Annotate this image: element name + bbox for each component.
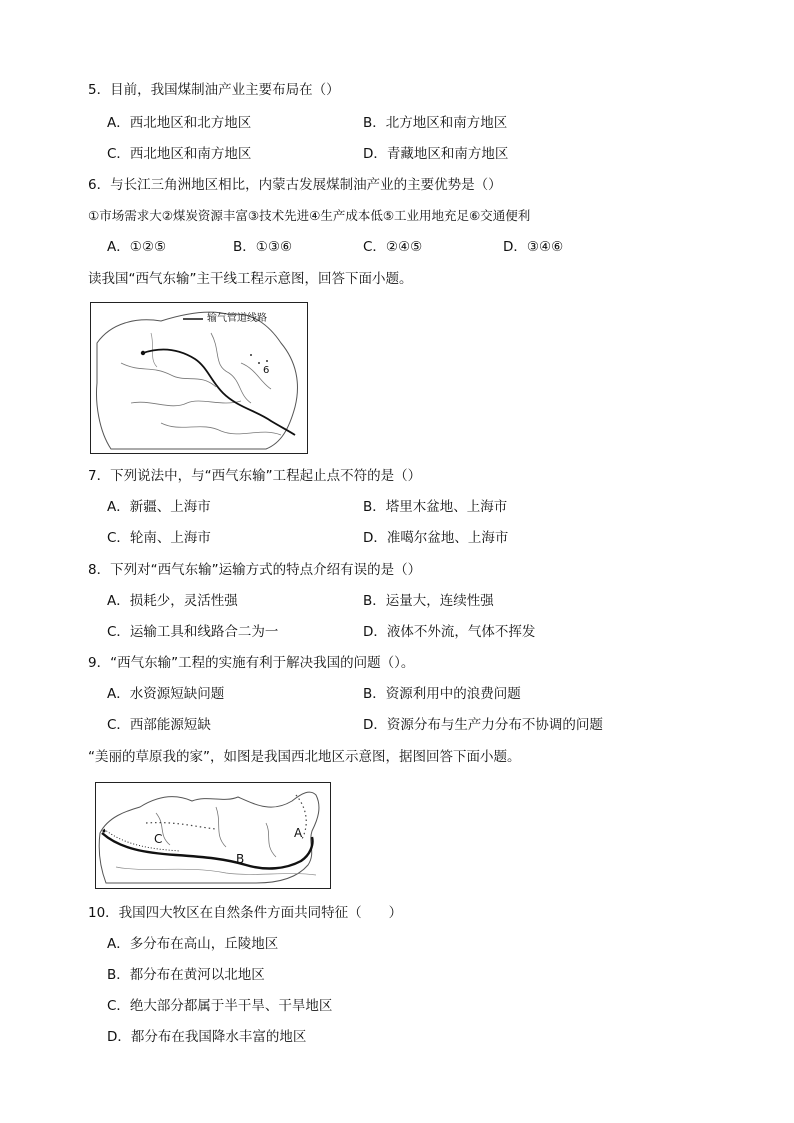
northwest-map-label-a: A (294, 826, 303, 840)
northwest-map (95, 782, 331, 889)
pipeline-legend-label: 输气管道线路 (207, 313, 267, 324)
intro-west-east-gas: 读我国“西气东输”主干线工程示意图，回答下面小题。 (88, 271, 413, 287)
pipeline-map (90, 302, 308, 454)
q6-items: ①市场需求大②煤炭资源丰富③技术先进④生产成本低⑤工业用地充足⑥交通便利 (88, 208, 531, 223)
q7-option-b: B．塔里木盆地、上海市 (363, 499, 508, 515)
q5-option-a: A．西北地区和北方地区 (107, 115, 252, 131)
intro-northwest-region: “美丽的草原我的家”，如图是我国西北地区示意图，据图回答下面小题。 (88, 749, 521, 765)
q6-option-b: B．①③⑥ (233, 239, 293, 255)
q6-option-d: D．③④⑥ (503, 239, 564, 255)
q5-option-b: B．北方地区和南方地区 (363, 115, 508, 131)
q10-option-d: D．都分布在我国降水丰富的地区 (107, 1029, 307, 1045)
q9-option-a: A．水资源短缺问题 (107, 686, 225, 702)
q9-option-d: D．资源分布与生产力分布不协调的问题 (363, 717, 603, 733)
q6-option-a: A．①②⑤ (107, 239, 167, 255)
pipeline-map-label-6: 6 (263, 365, 270, 376)
q10-option-b: B．都分布在黄河以北地区 (107, 967, 265, 983)
q6-stem: 6．与长江三角洲地区相比，内蒙古发展煤制油产业的主要优势是（） (88, 177, 502, 193)
q10-option-c: C．绝大部分都属于半干旱、干旱地区 (107, 998, 333, 1014)
q9-option-c: C．西部能源短缺 (107, 717, 211, 733)
northwest-map-label-c: C (154, 832, 163, 846)
q7-option-a: A．新疆、上海市 (107, 499, 211, 515)
q10-stem: 10．我国四大牧区在自然条件方面共同特征（ ） (88, 905, 403, 921)
q8-stem: 8．下列对“西气东输”运输方式的特点介绍有误的是（） (88, 562, 422, 578)
q7-option-d: D．准噶尔盆地、上海市 (363, 530, 509, 546)
q10-option-a: A．多分布在高山，丘陵地区 (107, 936, 279, 952)
q8-option-c: C．运输工具和线路合二为一 (107, 624, 279, 640)
q7-stem: 7．下列说法中，与“西气东输”工程起止点不符的是（） (88, 468, 422, 484)
q6-option-c: C．②④⑤ (363, 239, 423, 255)
q8-option-a: A．损耗少，灵活性强 (107, 593, 238, 609)
q9-option-b: B．资源利用中的浪费问题 (363, 686, 521, 702)
q5-stem: 5．目前，我国煤制油产业主要布局在（） (88, 82, 340, 98)
q5-option-c: C．西北地区和南方地区 (107, 146, 252, 162)
pipeline-map-drawing (91, 303, 307, 453)
q8-option-b: B．运量大，连续性强 (363, 593, 494, 609)
q8-option-d: D．液体不外流，气体不挥发 (363, 624, 536, 640)
q5-option-d: D．青藏地区和南方地区 (363, 146, 509, 162)
q9-stem: 9．“西气东输”工程的实施有利于解决我国的问题（）。 (88, 655, 415, 671)
q7-option-c: C．轮南、上海市 (107, 530, 211, 546)
northwest-map-label-b: B (236, 852, 245, 866)
